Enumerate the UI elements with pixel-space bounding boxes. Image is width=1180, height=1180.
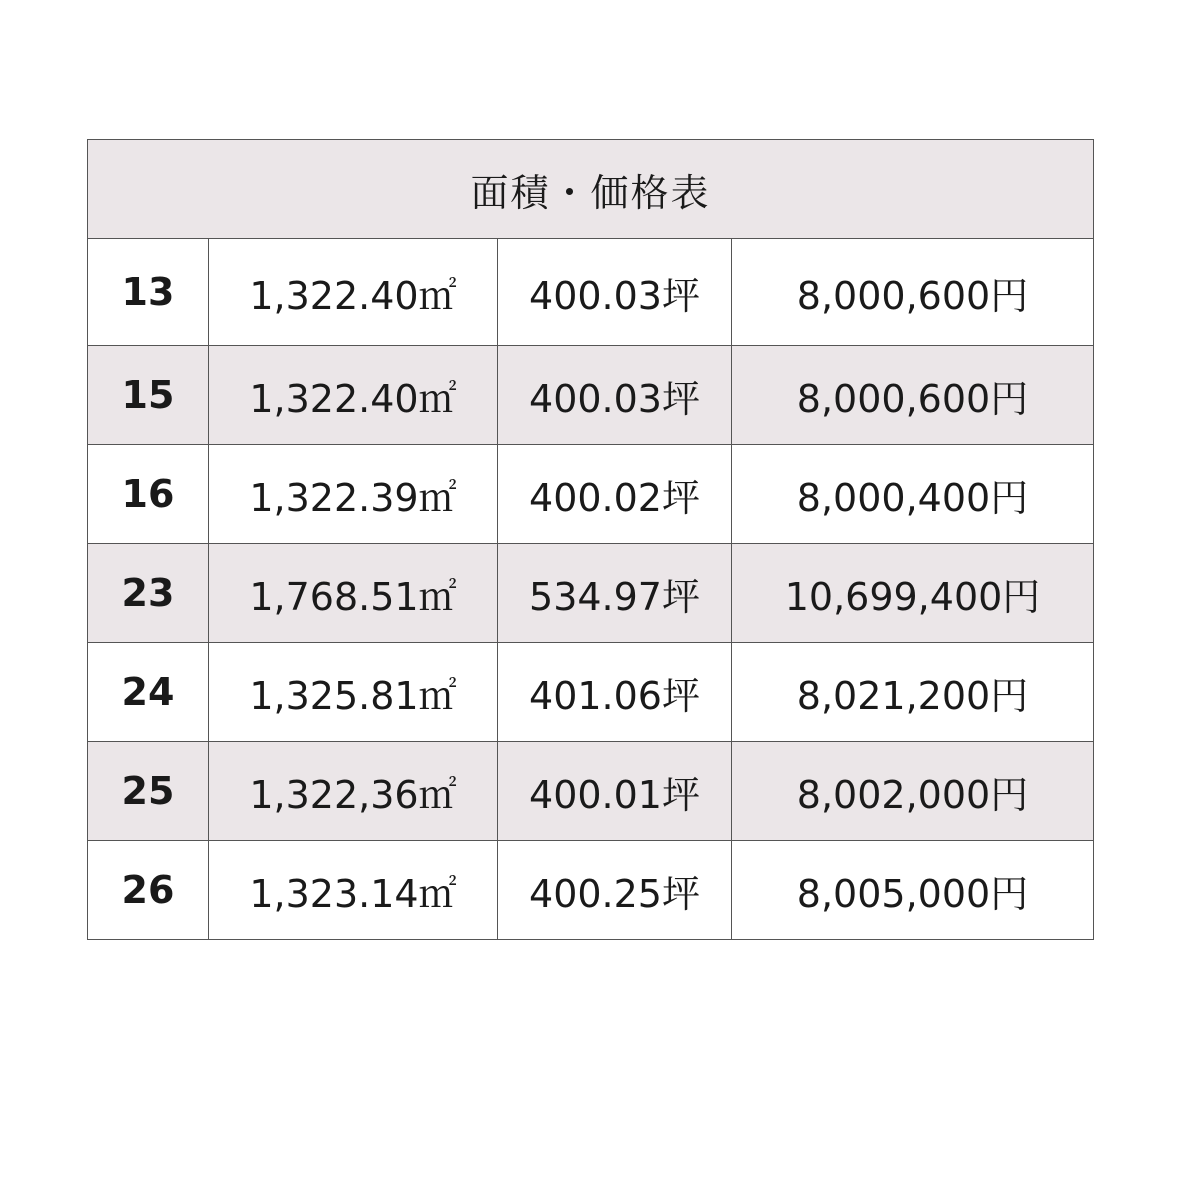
area-tsubo: 400.01坪	[498, 742, 732, 841]
table-title: 面積・価格表	[88, 140, 1094, 239]
lot-number: 24	[88, 643, 209, 742]
area-square-meters: 1,322.40㎡	[209, 239, 498, 346]
area-tsubo: 400.03坪	[498, 239, 732, 346]
area-tsubo: 400.03坪	[498, 346, 732, 445]
table-row	[88, 544, 1094, 643]
table-row	[88, 445, 1094, 544]
lot-number: 26	[88, 841, 209, 940]
area-price-table	[87, 139, 1094, 940]
lot-number: 16	[88, 445, 209, 544]
area-square-meters: 1,325.81㎡	[209, 643, 498, 742]
area-tsubo: 400.02坪	[498, 445, 732, 544]
table-row	[88, 742, 1094, 841]
lot-number: 13	[88, 239, 209, 346]
price: 8,000,600円	[732, 346, 1094, 445]
area-tsubo: 401.06坪	[498, 643, 732, 742]
area-tsubo: 534.97坪	[498, 544, 732, 643]
area-square-meters: 1,768.51㎡	[209, 544, 498, 643]
area-square-meters: 1,323.14㎡	[209, 841, 498, 940]
table-row	[88, 643, 1094, 742]
price: 8,000,400円	[732, 445, 1094, 544]
area-square-meters: 1,322.40㎡	[209, 346, 498, 445]
price: 10,699,400円	[732, 544, 1094, 643]
lot-number: 23	[88, 544, 209, 643]
table-row	[88, 841, 1094, 940]
table-title-row	[88, 140, 1094, 239]
price: 8,000,600円	[732, 239, 1094, 346]
lot-number: 15	[88, 346, 209, 445]
table-row	[88, 346, 1094, 445]
area-square-meters: 1,322,36㎡	[209, 742, 498, 841]
price: 8,005,000円	[732, 841, 1094, 940]
area-square-meters: 1,322.39㎡	[209, 445, 498, 544]
price: 8,002,000円	[732, 742, 1094, 841]
price: 8,021,200円	[732, 643, 1094, 742]
table-row	[88, 239, 1094, 346]
area-tsubo: 400.25坪	[498, 841, 732, 940]
lot-number: 25	[88, 742, 209, 841]
